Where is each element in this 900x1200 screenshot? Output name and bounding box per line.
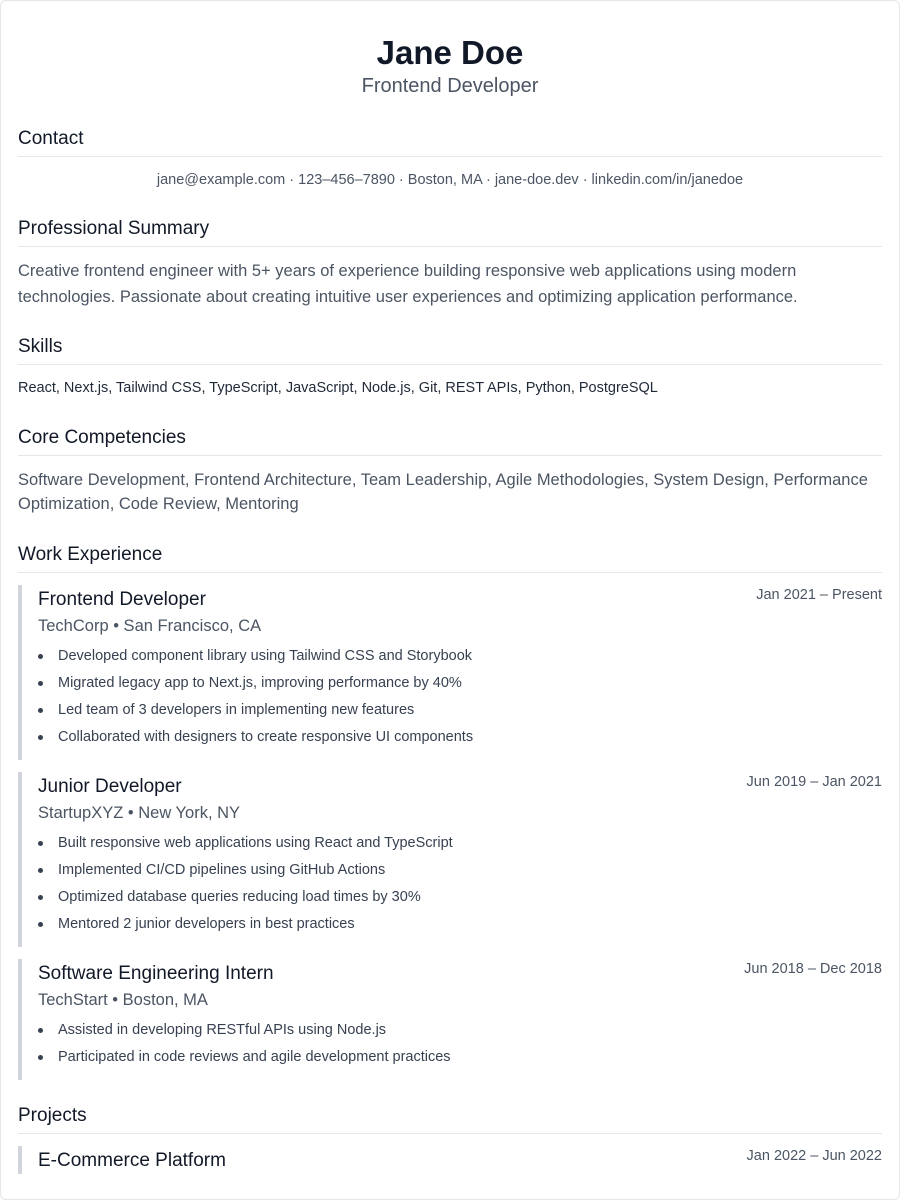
- job-bullet: Implemented CI/CD pipelines using GitHub Actions: [38, 860, 882, 880]
- job-entry: [18, 959, 882, 1080]
- project-entry: [18, 1146, 882, 1174]
- job-bullet: Collaborated with designers to create responsive UI components: [38, 727, 882, 747]
- skills-heading: Skills: [18, 335, 882, 365]
- resume-title: Frontend Developer: [361, 75, 539, 97]
- job-entry: [18, 585, 882, 760]
- contact-heading: Contact: [18, 127, 882, 157]
- job-company: TechStart • Boston, MA: [38, 991, 208, 1009]
- projects-section: [18, 1104, 882, 1174]
- job-role: Junior Developer: [38, 776, 182, 797]
- job-bullet: Built responsive web applications using React and TypeScript: [38, 833, 882, 853]
- project-name: E-Commerce Platform: [38, 1150, 226, 1171]
- job-company: TechCorp • San Francisco, CA: [38, 617, 262, 635]
- summary-text: Creative frontend engineer with 5+ years of experience building responsive web applications using modern technologies. Passionate about creating intuitive user experiences and optimizing application performance.: [18, 262, 798, 306]
- competencies-section: [18, 426, 882, 516]
- summary-heading: Professional Summary: [18, 217, 882, 247]
- job-role: Frontend Developer: [38, 589, 206, 610]
- skills-section: [18, 335, 882, 398]
- job-bullet: Participated in code reviews and agile development practices: [38, 1047, 882, 1067]
- job-role: Software Engineering Intern: [38, 963, 274, 984]
- job-entry: [18, 772, 882, 947]
- job-bullets: [38, 646, 882, 760]
- job-bullet: Assisted in developing RESTful APIs using Node.js: [38, 1020, 882, 1040]
- contact-details: jane@example.com · 123–456–7890 · Boston, MA · jane-doe.dev · linkedin.com/in/janedoe: [156, 172, 744, 188]
- job-bullet: Developed component library using Tailwind CSS and Storybook: [38, 646, 882, 666]
- job-bullet: Migrated legacy app to Next.js, improving performance by 40%: [38, 673, 882, 693]
- job-dates: Jun 2018 – Dec 2018: [744, 961, 882, 977]
- job-bullet: Optimized database queries reducing load times by 30%: [38, 887, 882, 907]
- job-bullets: [38, 833, 882, 947]
- experience-heading: Work Experience: [18, 543, 882, 573]
- job-bullets: [38, 1020, 882, 1080]
- experience-section: [18, 543, 882, 1080]
- job-dates: Jun 2019 – Jan 2021: [746, 774, 882, 790]
- resume-name: Jane Doe: [376, 34, 524, 71]
- job-bullet: Led team of 3 developers in implementing new features: [38, 700, 882, 720]
- competencies-heading: Core Competencies: [18, 426, 882, 456]
- summary-section: [18, 217, 882, 310]
- competencies-text: Software Development, Frontend Architecture, Team Leadership, Agile Methodologies, System Design, Performance Optimization, Code Review, Mentoring: [18, 471, 868, 513]
- contact-section: [18, 127, 882, 190]
- job-dates: Jan 2021 – Present: [756, 587, 882, 603]
- project-dates: Jan 2022 – Jun 2022: [746, 1148, 882, 1164]
- skills-text: React, Next.js, Tailwind CSS, TypeScript, JavaScript, Node.js, Git, REST APIs, Python, PostgreSQL: [18, 380, 658, 396]
- job-company: StartupXYZ • New York, NY: [38, 804, 241, 822]
- projects-heading: Projects: [18, 1104, 882, 1134]
- job-bullet: Mentored 2 junior developers in best practices: [38, 914, 882, 934]
